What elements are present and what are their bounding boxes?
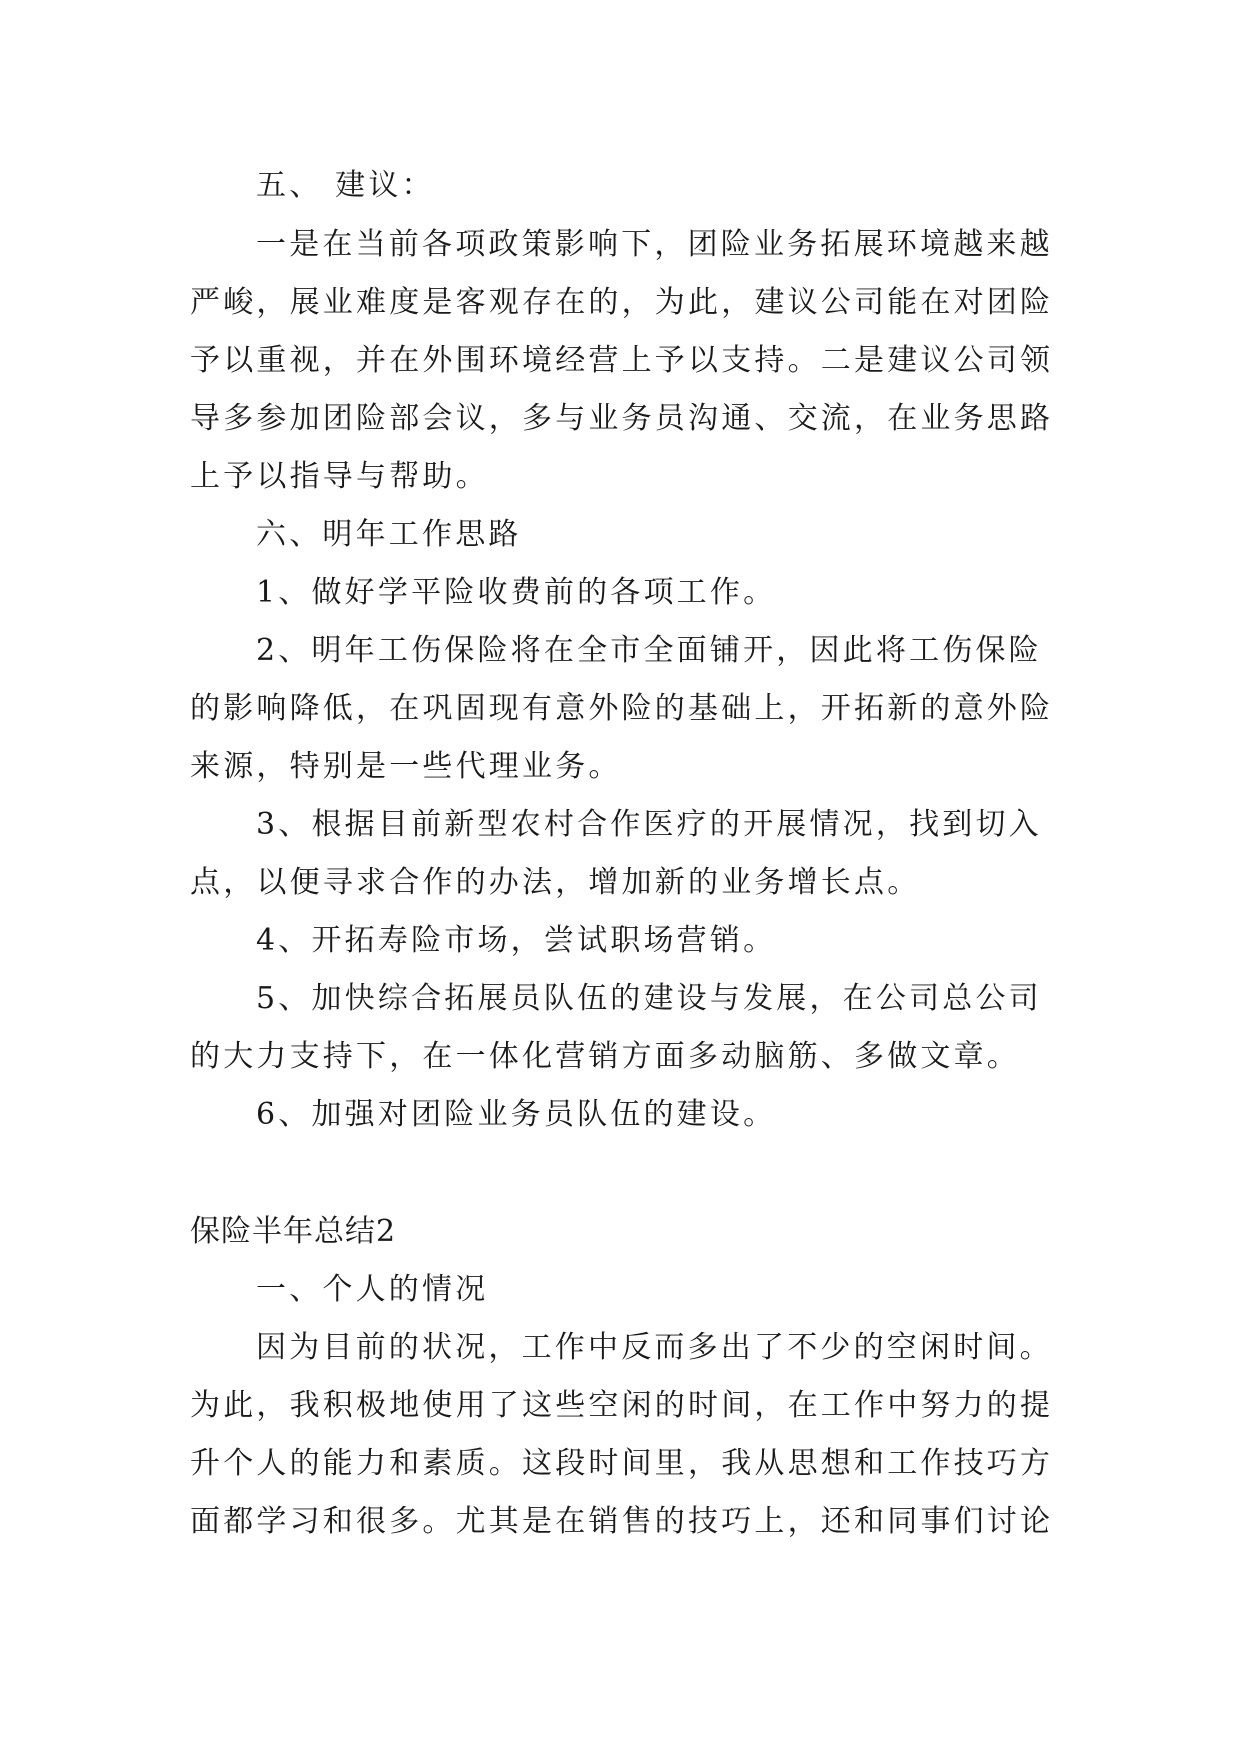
paragraph-line: 的大力支持下，在一体化营销方面多动脑筋、多做文章。 xyxy=(190,1039,1020,1074)
document-title: 保险半年总结2 xyxy=(190,1214,397,1249)
paragraph-line: 点，以便寻求合作的办法，增加新的业务增长点。 xyxy=(190,865,921,900)
paragraph-line: 为此，我积极地使用了这些空闲的时间，在工作中努力的提 xyxy=(190,1388,1054,1423)
paragraph-line: 面都学习和很多。尤其是在销售的技巧上，还和同事们讨论 xyxy=(190,1504,1054,1539)
paragraph-line: 的影响降低，在巩固现有意外险的基础上，开拓新的意外险 xyxy=(190,691,1054,726)
paragraph-line: 因为目前的状况，工作中反而多出了不少的空闲时间。 xyxy=(256,1330,1053,1365)
list-item: 5、加快综合拓展员队伍的建设与发展，在公司总公司 xyxy=(256,981,1042,1016)
list-item: 4、开拓寿险市场，尝试职场营销。 xyxy=(256,923,777,958)
list-item: 2、明年工伤保险将在全市全面铺开，因此将工伤保险 xyxy=(256,633,1042,668)
list-item: 1、做好学平险收费前的各项工作。 xyxy=(256,575,777,610)
list-item: 6、加强对团险业务员队伍的建设。 xyxy=(256,1097,777,1132)
paragraph-line: 一是在当前各项政策影响下，团险业务拓展环境越来越 xyxy=(256,227,1053,262)
section-heading-suggestions: 五、 建议： xyxy=(256,168,435,203)
paragraph-line: 导多参加团险部会议，多与业务员沟通、交流，在业务思路 xyxy=(190,401,1054,436)
paragraph-line: 来源，特别是一些代理业务。 xyxy=(190,749,622,784)
section-heading-next-year-plan: 六、明年工作思路 xyxy=(256,517,522,552)
section-heading-personal: 一、个人的情况 xyxy=(256,1272,489,1307)
paragraph-line: 上予以指导与帮助。 xyxy=(190,459,489,494)
paragraph-line: 升个人的能力和素质。这段时间里，我从思想和工作技巧方 xyxy=(190,1446,1054,1481)
paragraph-line: 严峻，展业难度是客观存在的，为此，建议公司能在对团险 xyxy=(190,285,1054,320)
paragraph-line: 予以重视，并在外围环境经营上予以支持。二是建议公司领 xyxy=(190,343,1054,378)
list-item: 3、根据目前新型农村合作医疗的开展情况，找到切入 xyxy=(256,807,1042,842)
